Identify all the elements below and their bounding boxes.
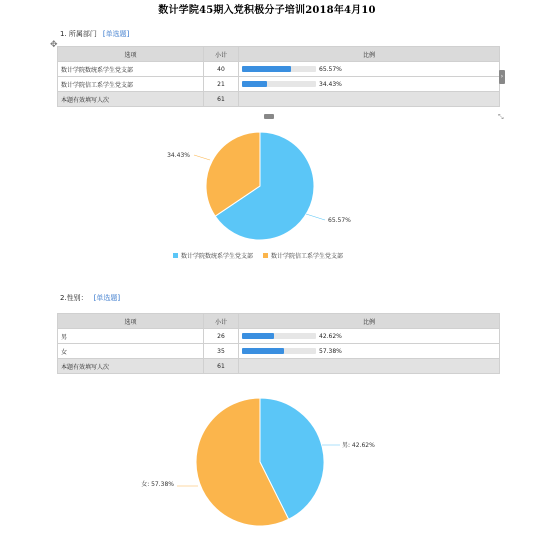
page-title: 数计学院45期入党积极分子培训2018年4月10: [158, 5, 376, 16]
total-count: 61: [204, 359, 239, 374]
header-ratio: 比例: [239, 47, 500, 62]
chevron-right-icon[interactable]: ›: [499, 70, 505, 84]
total-count: 61: [204, 92, 239, 107]
count-cell: 26: [204, 329, 239, 344]
total-label: 本题有效填写人次: [58, 92, 204, 107]
option-cell: 男: [58, 329, 204, 344]
count-cell: 21: [204, 77, 239, 92]
option-cell: 数计学院数统系学生党支部: [58, 62, 204, 77]
slice-label: 65.57%: [328, 217, 351, 224]
percent-text: 57.38%: [319, 347, 342, 355]
section-1-type-link[interactable]: [单选题]: [102, 30, 130, 38]
slice-label: 男: 42.62%: [342, 442, 375, 449]
total-label: 本题有效填写人次: [58, 359, 204, 374]
move-icon[interactable]: ✥: [50, 40, 58, 50]
section-1-title-text: 1. 所属部门: [60, 30, 97, 38]
slice-label-leader: [306, 214, 325, 220]
header-count: 小计: [204, 314, 239, 329]
slice-label: 34.43%: [167, 152, 190, 159]
legend-swatch: [173, 253, 178, 258]
header-ratio: 比例: [239, 314, 500, 329]
percent-text: 65.57%: [319, 65, 342, 73]
slice-label-leader: [194, 155, 210, 160]
count-cell: 35: [204, 344, 239, 359]
legend-label: 数计学院信工系学生党支部: [271, 253, 344, 260]
count-cell: 40: [204, 62, 239, 77]
slice-label: 女: 57.38%: [141, 481, 174, 488]
option-cell: 女: [58, 344, 204, 359]
section-2-title-text: 2.性别：: [60, 294, 88, 302]
option-cell: 数计学院信工系学生党支部: [58, 77, 204, 92]
legend-swatch: [263, 253, 268, 258]
resize-icon[interactable]: ⤡: [498, 113, 504, 121]
percent-text: 34.43%: [319, 80, 342, 88]
section-2-type-link[interactable]: [单选题]: [93, 294, 121, 302]
legend-label: 数计学院数统系学生党支部: [181, 253, 254, 260]
header-option: 选项: [58, 314, 204, 329]
percent-text: 42.62%: [319, 332, 342, 340]
header-count: 小计: [204, 47, 239, 62]
header-option: 选项: [58, 47, 204, 62]
